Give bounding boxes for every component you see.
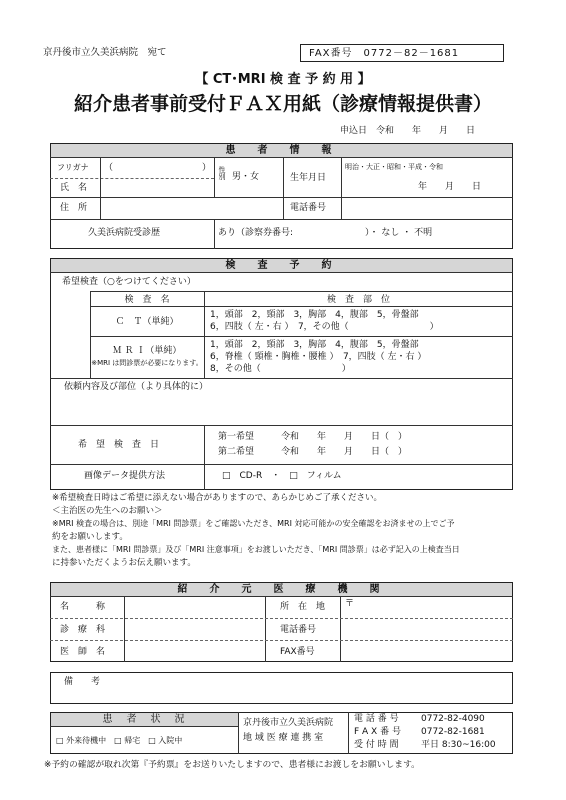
note-line-4: 約をお願いします。 xyxy=(52,532,128,542)
mri-label[interactable]: Ｍ Ｒ Ｉ（単純） xyxy=(112,346,182,356)
mri-sites-line2[interactable]: 6，脊椎（ 頸椎・胸椎・腰椎 ） 7，四肢（ 左・右 ） xyxy=(210,352,427,362)
ct-label[interactable]: Ｃ Ｔ（単純） xyxy=(115,317,179,327)
phone-label: 電話番号 xyxy=(290,203,327,213)
referrer-title: 紹 介 元 医 療 機 関 xyxy=(177,584,386,595)
footer-hospital-name: 京丹後市立久美浜病院 xyxy=(243,718,334,728)
mri-note: ※MRI は問診票が必要になります。 xyxy=(91,359,203,367)
sex-label: 性別 xyxy=(218,166,226,180)
footer-hours-label: 受 付 時 間 xyxy=(354,740,399,750)
fax-number-box xyxy=(300,44,504,62)
referrer-name-label: 名 称 xyxy=(60,602,106,612)
footer-hours-value: 平日 8:30~16:00 xyxy=(421,740,496,750)
footer-phone-value: 0772-82-4090 xyxy=(421,714,485,724)
second-choice-date[interactable]: 第二希望 令和 年 月 日（ ） xyxy=(218,447,408,457)
addressee: 京丹後市立久美浜病院 宛て xyxy=(43,47,167,58)
referrer-location-label: 所 在 地 xyxy=(280,602,326,612)
referrer-phone-label: 電話番号 xyxy=(280,625,317,635)
image-data-options[interactable]: □ CD-R ・ □ フィルム xyxy=(222,471,342,481)
patient-status-title: 患 者 状 況 xyxy=(102,714,187,725)
era-options[interactable]: 明治・大正・昭和・平成・令和 xyxy=(345,163,443,171)
name-label: 氏 名 xyxy=(60,183,88,193)
birthdate-label: 生年月日 xyxy=(290,173,327,183)
first-choice-date[interactable]: 第一希望 令和 年 月 日（ ） xyxy=(218,432,408,442)
fax-number-text: FAX番号 0772－82－1681 xyxy=(309,48,460,59)
ct-sites-line2[interactable]: 6，四肢（ 左・右 ） 7，その他（ ） xyxy=(210,322,439,332)
ct-sites-line1[interactable]: 1，頭部 2，頸部 3，胸部 4，腹部 5，骨盤部 xyxy=(210,310,419,320)
visit-history-label: 久美浜病院受診歴 xyxy=(88,228,161,238)
note-line-6: に持参いただくようお伝え願います。 xyxy=(52,558,196,568)
visit-history-value[interactable]: あり（診察券番号: ）・ なし ・ 不明 xyxy=(218,228,433,238)
referrer-department-label: 診 療 科 xyxy=(60,625,106,635)
referrer-fax-label: FAX番号 xyxy=(280,647,315,657)
exam-title: 検 査 予 約 xyxy=(225,260,338,271)
desired-date-label: 希 望 検 査 日 xyxy=(78,440,160,450)
footer-office-name: 地 域 医 療 連 携 室 xyxy=(243,733,324,743)
footer-phone-label: 電 話 番 号 xyxy=(354,714,399,724)
mri-sites-line1[interactable]: 1，頭部 2，頸部 3，胸部 4，腹部 5，骨盤部 xyxy=(210,340,419,350)
form-subtitle: 【 CT･MRI 検 査 予 約 用 】 xyxy=(195,72,371,87)
birthdate-ymd: 年 月 日 xyxy=(418,182,482,192)
desired-exam-label: 希望検査（○をつけてください） xyxy=(62,277,196,287)
note-line-5: また、患者様に「MRI 問診票」及び「MRI 注意事項」をお渡しいただき、「MRI 問診票」は必ず記入の上検査当日 xyxy=(52,545,460,554)
mri-sites-line3[interactable]: 8，その他（ ） xyxy=(210,364,351,374)
postal-mark: 〒 xyxy=(345,599,355,609)
footer-fax-label: F A X 番 号 xyxy=(354,727,401,737)
image-data-label: 画像データ提供方法 xyxy=(84,471,166,481)
sex-options[interactable]: 男・女 xyxy=(232,172,260,182)
patient-info-title: 患 者 情 報 xyxy=(225,145,338,156)
request-detail-label: 依頼内容及び部位（より具体的に） xyxy=(64,382,209,392)
note-line-3: ※MRI 検査の場合は、別途「MRI 問診票」をご確認いただき、MRI 対応可能かの安全確認をお済ませの上でご予 xyxy=(52,519,455,528)
remarks-label: 備 考 xyxy=(64,677,101,687)
furigana-paren-open: （ xyxy=(104,163,114,173)
address-label: 住 所 xyxy=(60,203,88,213)
referrer-doctor-label: 医 師 名 xyxy=(60,647,106,657)
bottom-note: ※予約の確認が取れ次第『予約票』をお送りいたしますので、患者様にお渡しをお願いします。 xyxy=(44,760,420,770)
patient-status-options[interactable]: □ 外来待機中 □ 帰宅 □ 入院中 xyxy=(56,736,183,745)
exam-name-header: 検 査 名 xyxy=(124,295,170,305)
remarks-box[interactable] xyxy=(50,672,513,704)
furigana-label: フリガナ xyxy=(57,163,89,172)
note-line-2: ＜主治医の先生へのお願い＞ xyxy=(52,506,163,516)
footer-fax-value: 0772-82-1681 xyxy=(421,727,485,737)
exam-site-header: 検 査 部 位 xyxy=(326,295,390,305)
furigana-paren-close: ） xyxy=(202,163,212,173)
form-title: 紹介患者事前受付ＦＡＸ用紙（診療情報提供書） xyxy=(73,93,492,115)
note-line-1: ※希望検査日時はご希望に添えない場合がありますので、あらかじめご了承ください。 xyxy=(52,493,382,503)
application-date: 申込日 令和 年 月 日 xyxy=(340,126,476,136)
